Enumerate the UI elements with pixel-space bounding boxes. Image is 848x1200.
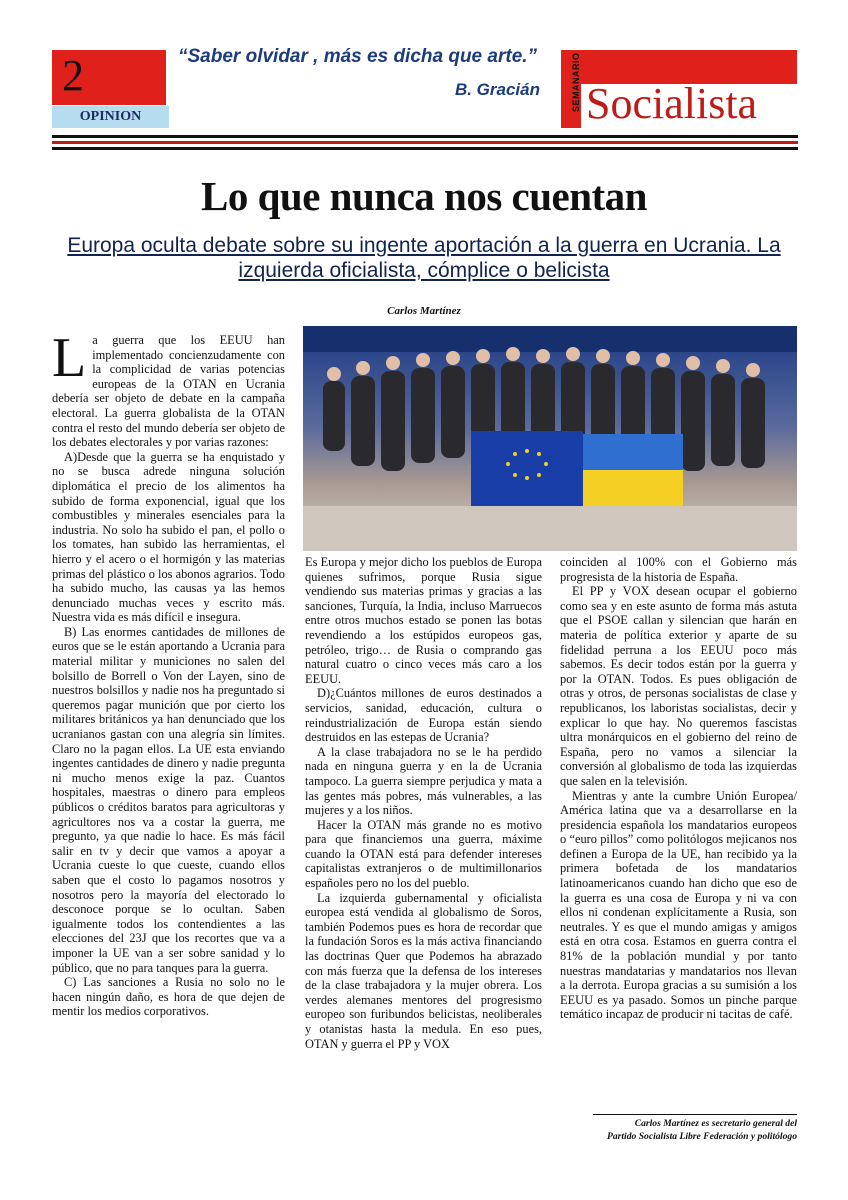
paragraph: A la clase trabajadora no se le ha perdido nada en ninguna guerra y en la de Ucrania tampoco. La guerra siempre perjudica y mata a las gentes más pobres, más vulnerables, a las mujeres y a los niños. bbox=[305, 744, 542, 818]
author-note-line-2: Partido Socialista Libre Federación y politólogo bbox=[606, 1131, 797, 1142]
paragraph: Mientras y ante la cumbre Unión Europea/ América latina que va a desarrollarse en la presidencia española los mandatarios europeos o “euro pillos” como politólogos mejicanos nos definen a Europa de la UE, han recibido ya la primera bofetada de los mandatarios latinoamericanos cuando han dicho que eso de la guerra es una cosa de Europa y ni va con ellos ni condenan explícitamente a Rusia, son neutrales. Y es que el mundo amigas y amigos está en otra cosa. Estamos en guerra contra el 81% de la población mundial y por tanto nuestras mandatarias y mandatarios nos llevan a la derrota. Europa gracias a su sumisión a los EEUU es ya pasado. Somos un pinche parque temático incapaz de producir ni tacitas de café. bbox=[560, 788, 797, 1022]
author-note bbox=[560, 1117, 797, 1143]
paragraph: B) Las enormes cantidades de millones de euros que se le están aportando a Ucrania para material militar y municiones no salen del bolsillo de Borrell o Von der Layen, sino de nuestros bolsillos y nadie nos ha preguntado si queremos pagar munición que por cierto los militares británicos ya han denunciado que los ucranianos gastan con una alegría sin límites. Claro no la pagan ellos. La UE esta enviando ingentes cantidades de dinero y nadie pregunta ni mucho menos exige la paz. Cuantos hospitales, maestras o dinero para empleos públicos o créditos baratos para agricultoras y agricultores nos va a costar la guerra, me pregunto, ya que nadie lo hace. Es más fácil salir en tv y decir que vamos a apoyar a Ucrania cueste lo que cueste, cuando ellos saben que el costo lo pagamos nosotros y nosotros pero la mayoría del electorado lo desconoce porque se lo ocultan. Saben igualmente todos los contendientes a las elecciones del 23J que los recortes que va a imponer la UE van a ser sobre sanidad y lo público, que no para tanques para la guerra. bbox=[52, 624, 285, 975]
paragraph: La izquierda gubernamental y oficialista europea está vendida al globalismo de Soros, también Podemos pues es hora de recordar que la fundación Soros es la más activa financiando las doctrinas Quer que Podemos ha abrazado con más fuerza que la defensa de los intereses de la clase trabajadora y la mujer obrera. Los verdes alemanes mentores del progresismo europeo son furibundos belicistas, neoliberales y otanistas hasta la medula. En eso pues, OTAN y guerra el PP y VOX bbox=[305, 890, 542, 1051]
article-column-2 bbox=[305, 555, 542, 1051]
article-subtitle bbox=[60, 233, 788, 283]
ukraine-flag-yellow bbox=[583, 470, 683, 506]
drop-cap: L bbox=[52, 327, 87, 389]
author-note-line-1: Carlos Martínez es secretario general del bbox=[634, 1118, 797, 1129]
quote-author: B. Gracián bbox=[454, 80, 540, 99]
paragraph-lead bbox=[52, 327, 285, 450]
article-byline: Carlos Martínez bbox=[387, 305, 461, 317]
section-label: OPINION bbox=[79, 109, 142, 124]
paragraph: El PP y VOX desean ocupar el gobierno como sea y en este asunto de forma más astuta que el PSOE callan y silencian que harán en materia de política exterior y aparte de su fidelidad perruna a los EEUU poco más sabemos. Es decir todos están por la guerra y por la OTAN. Todos. Es pues obligación de otras y otros, de personas socialistas de clase y republicanos, los laboristas socialistas, decir y explicar lo que hay. No queremos fascistas ultra monárquicos en el gobierno del reino de España, pero no vamos a silenciar la conversión al globalismo de toda las izquierdas que salen en la televisión. bbox=[560, 584, 797, 788]
photo-illustration bbox=[303, 326, 797, 551]
header-rule-red bbox=[52, 141, 798, 144]
paragraph-text: a guerra que los EEUU han implementado concienzudamente con la complicidad de varias potencias europeas de la OTAN en Ucrania debería ser objeto de debate en la campaña electoral. La guerra globalista de la OTAN contra el resto del mundo debería ser objeto de los debates electorales y por varias razones: bbox=[52, 333, 285, 450]
paragraph: A)Desde que la guerra se ha enquistado y no se busca adrede ninguna solución diplomática el precio de los alimentos ha subido de forma exponencial, igual que los combustibles y minerales esenciales para la industria. No solo ha subido el pan, el pollo o los tomates, han subido las herramientas, el hierro y el acero o el hormigón y las materias primas del plástico o los abonos agrarios. Todo ha subido mucho, las causas ya las hemos denunciado muchas veces y escrito más. Nuestra vida es más difícil e insegura. bbox=[52, 449, 285, 625]
page-number: 2 bbox=[62, 51, 84, 100]
article-subtitle-text: Europa oculta debate sobre su ingente aportación a la guerra en Ucrania. La izquierda oficialista, cómplice o belicista bbox=[67, 234, 781, 282]
article-column-3 bbox=[560, 555, 797, 1022]
header-rule-bottom bbox=[52, 147, 798, 150]
eu-flag bbox=[471, 431, 583, 506]
paragraph: coinciden al 100% con el Gobierno más progresista de la historia de España. bbox=[560, 555, 797, 584]
paragraph: Es Europa y mejor dicho los pueblos de Europa quienes sufrimos, porque Rusia sigue vendiendo sus materias primas y gracias a las sanciones, Turquía, la India, incluso Marruecos entre otros muchos estado se ponen las botas revendiendo a los estúpidos europeos gas, petróleo, trigo… de Rusia o comprando gas natural cuatro o cinco veces más caro a los EEUU. bbox=[305, 555, 542, 686]
paragraph: Hacer la OTAN más grande no es motivo para que financiemos una guerra, máxime cuando la OTAN está para defender intereses capitalistas extranjeros o de multimillonarios españoles pero no los del pueblo. bbox=[305, 817, 542, 891]
article-photo bbox=[303, 326, 797, 551]
masthead-title: Socialista bbox=[586, 79, 758, 128]
article-column-1 bbox=[52, 327, 285, 1019]
header-quote: “Saber olvidar , más es dicha que arte.” bbox=[178, 46, 538, 67]
author-note-rule bbox=[593, 1114, 797, 1115]
masthead-small-label: SEMANARIO bbox=[571, 52, 581, 112]
paragraph: C) Las sanciones a Rusia no solo no le hacen ningún daño, es hora de que dejen de mentir los medios corporativos. bbox=[52, 975, 285, 1019]
paragraph: D)¿Cuántos millones de euros destinados a servicios, sanidad, educación, cultura o reindustrialización de Europa están siendo destruidos en las estepas de Ucrania? bbox=[305, 686, 542, 745]
article-headline: Lo que nunca nos cuentan bbox=[201, 173, 647, 219]
ukraine-flag-blue bbox=[583, 434, 683, 470]
header-rule-top bbox=[52, 135, 798, 138]
